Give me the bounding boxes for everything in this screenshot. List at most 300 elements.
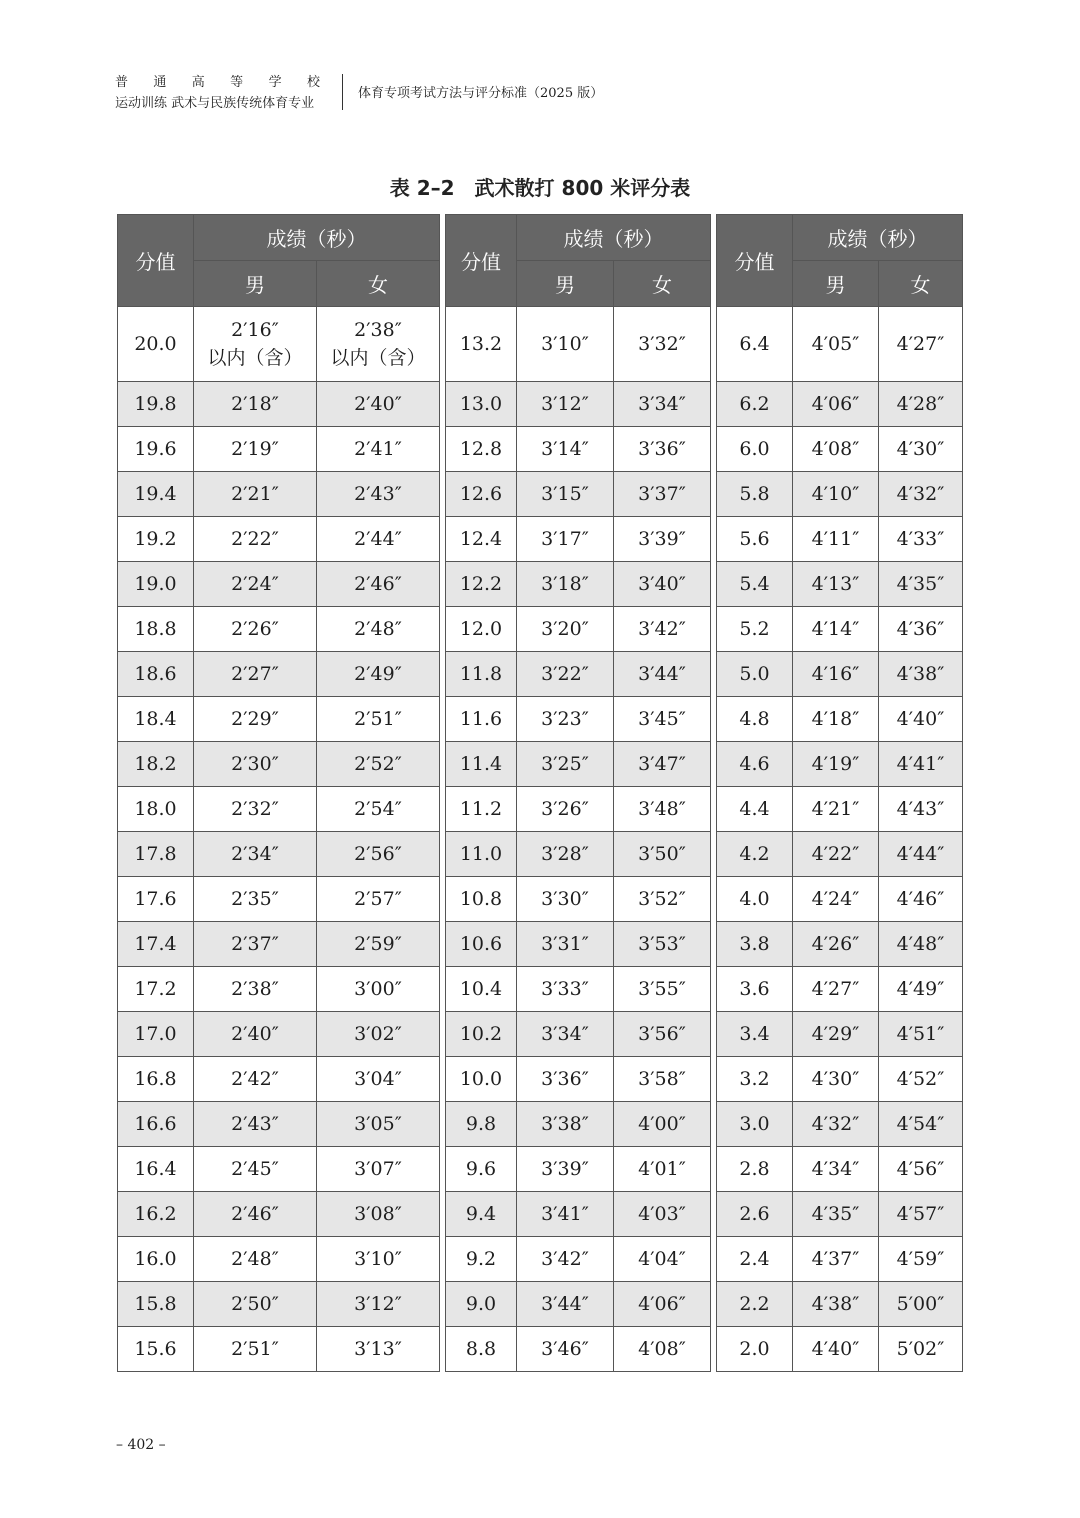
- female-time-cell: 4′01″: [614, 1147, 711, 1192]
- female-time-cell: 2′51″: [317, 697, 440, 742]
- header-female: 女: [879, 261, 963, 307]
- female-time-cell: 2′48″: [317, 607, 440, 652]
- male-time-cell: 3′22″: [517, 652, 614, 697]
- table-row: [717, 562, 963, 607]
- female-time-cell: 4′35″: [879, 562, 963, 607]
- female-time-cell: 4′27″: [879, 307, 963, 382]
- table-row: [118, 607, 440, 652]
- female-time-cell: 3′58″: [614, 1057, 711, 1102]
- table-row: [446, 1147, 711, 1192]
- female-time-cell: 2′40″: [317, 382, 440, 427]
- score-cell: 9.8: [446, 1102, 517, 1147]
- header-major-line: 运动训练 武术与民族传统体育专业: [115, 96, 315, 111]
- male-time-cell: 4′30″: [793, 1057, 879, 1102]
- score-cell: 12.6: [446, 472, 517, 517]
- male-time-cell: 3′36″: [517, 1057, 614, 1102]
- header-char: 普: [115, 75, 129, 90]
- header-male: 男: [194, 261, 317, 307]
- score-cell: 12.0: [446, 607, 517, 652]
- male-time-cell: 4′14″: [793, 607, 879, 652]
- female-time-cell: 4′44″: [879, 832, 963, 877]
- score-cell: 9.4: [446, 1192, 517, 1237]
- header-left: [115, 72, 325, 114]
- table-row: [717, 1147, 963, 1192]
- female-time-cell: 4′46″: [879, 877, 963, 922]
- male-time-cell: 3′30″: [517, 877, 614, 922]
- header-female: 女: [317, 261, 440, 307]
- female-time-cell: 4′36″: [879, 607, 963, 652]
- score-cell: 16.8: [118, 1057, 194, 1102]
- page-number: – 402 –: [116, 1437, 166, 1453]
- table-row: [118, 1102, 440, 1147]
- female-time-cell: 4′52″: [879, 1057, 963, 1102]
- female-time-cell: 3′53″: [614, 922, 711, 967]
- score-cell: 5.4: [717, 562, 793, 607]
- male-time-cell: 3′25″: [517, 742, 614, 787]
- score-cell: 19.0: [118, 562, 194, 607]
- table-row: [446, 1327, 711, 1372]
- table-row: [446, 697, 711, 742]
- male-time-cell: 2′46″: [194, 1192, 317, 1237]
- female-time-cell: 3′36″: [614, 427, 711, 472]
- table-row: [717, 832, 963, 877]
- score-cell: 4.2: [717, 832, 793, 877]
- score-cell: 9.2: [446, 1237, 517, 1282]
- table-row: [717, 1192, 963, 1237]
- table-row: [717, 922, 963, 967]
- header-char: 通: [153, 75, 167, 90]
- score-cell: 19.2: [118, 517, 194, 562]
- table-row: [717, 742, 963, 787]
- score-cell: 3.2: [717, 1057, 793, 1102]
- score-cell: 4.6: [717, 742, 793, 787]
- score-cell: 15.8: [118, 1282, 194, 1327]
- female-time-cell: 3′10″: [317, 1237, 440, 1282]
- male-time-cell: 4′38″: [793, 1282, 879, 1327]
- table-row: [446, 652, 711, 697]
- table-row: [118, 652, 440, 697]
- female-time-cell: 3′00″: [317, 967, 440, 1012]
- female-time-cell: 4′28″: [879, 382, 963, 427]
- female-time-cell: 2′46″: [317, 562, 440, 607]
- male-time-cell: 2′42″: [194, 1057, 317, 1102]
- table-row: [118, 1147, 440, 1192]
- male-time-cell: 2′38″: [194, 967, 317, 1012]
- male-time-cell: 2′48″: [194, 1237, 317, 1282]
- score-cell: 3.4: [717, 1012, 793, 1057]
- female-time-cell: 3′40″: [614, 562, 711, 607]
- score-cell: 17.4: [118, 922, 194, 967]
- score-cell: 5.0: [717, 652, 793, 697]
- female-time-cell: 2′57″: [317, 877, 440, 922]
- score-table-1: [117, 214, 440, 1372]
- table-row: [118, 832, 440, 877]
- table-row: [446, 1237, 711, 1282]
- table-row: [717, 607, 963, 652]
- table-row: [118, 472, 440, 517]
- score-cell: 13.0: [446, 382, 517, 427]
- table-row: [717, 382, 963, 427]
- female-time-cell: 4′00″: [614, 1102, 711, 1147]
- male-time-cell: 3′26″: [517, 787, 614, 832]
- female-time-cell: 3′13″: [317, 1327, 440, 1372]
- score-cell: 11.2: [446, 787, 517, 832]
- male-time-cell: 3′18″: [517, 562, 614, 607]
- table-row: [717, 472, 963, 517]
- male-time-cell: 4′19″: [793, 742, 879, 787]
- female-time-cell: 4′38″: [879, 652, 963, 697]
- male-time-cell: 4′16″: [793, 652, 879, 697]
- male-time-cell: 3′12″: [517, 382, 614, 427]
- header-male: 男: [517, 261, 614, 307]
- score-cell: 18.6: [118, 652, 194, 697]
- female-time-cell: 4′43″: [879, 787, 963, 832]
- female-time-cell: 2′41″: [317, 427, 440, 472]
- score-cell: 10.0: [446, 1057, 517, 1102]
- female-time-cell: 4′40″: [879, 697, 963, 742]
- male-time-cell: 3′33″: [517, 967, 614, 1012]
- male-time-cell: 2′16″ 以内（含）: [194, 307, 317, 382]
- score-cell: 17.8: [118, 832, 194, 877]
- female-time-cell: 4′57″: [879, 1192, 963, 1237]
- header-score: 分值: [717, 215, 793, 307]
- table-row: [717, 1057, 963, 1102]
- male-time-cell: 4′32″: [793, 1102, 879, 1147]
- male-time-cell: 4′13″: [793, 562, 879, 607]
- table-row: [446, 607, 711, 652]
- score-cell: 10.2: [446, 1012, 517, 1057]
- male-time-cell: 3′31″: [517, 922, 614, 967]
- score-cell: 20.0: [118, 307, 194, 382]
- female-time-cell: 4′54″: [879, 1102, 963, 1147]
- score-cell: 17.6: [118, 877, 194, 922]
- male-time-cell: 2′40″: [194, 1012, 317, 1057]
- female-time-cell: 2′44″: [317, 517, 440, 562]
- female-time-cell: 2′43″: [317, 472, 440, 517]
- female-time-cell: 5′02″: [879, 1327, 963, 1372]
- score-cell: 19.4: [118, 472, 194, 517]
- score-cell: 11.6: [446, 697, 517, 742]
- female-time-cell: 4′48″: [879, 922, 963, 967]
- table-row: [446, 967, 711, 1012]
- female-time-cell: 2′49″: [317, 652, 440, 697]
- female-time-cell: 2′59″: [317, 922, 440, 967]
- score-cell: 12.8: [446, 427, 517, 472]
- male-time-cell: 4′35″: [793, 1192, 879, 1237]
- header-char: 等: [230, 75, 244, 90]
- score-cell: 17.0: [118, 1012, 194, 1057]
- header-divider: [342, 74, 343, 110]
- score-cell: 5.2: [717, 607, 793, 652]
- female-time-cell: 4′56″: [879, 1147, 963, 1192]
- table-row: [118, 787, 440, 832]
- male-time-cell: 3′39″: [517, 1147, 614, 1192]
- male-time-cell: 2′24″: [194, 562, 317, 607]
- female-time-cell: 3′34″: [614, 382, 711, 427]
- male-time-cell: 3′17″: [517, 517, 614, 562]
- female-time-cell: 3′52″: [614, 877, 711, 922]
- score-cell: 9.0: [446, 1282, 517, 1327]
- score-cell: 8.8: [446, 1327, 517, 1372]
- table-row: [118, 382, 440, 427]
- table-row: [717, 652, 963, 697]
- table-row: [118, 967, 440, 1012]
- table-row: [446, 472, 711, 517]
- table-row: [446, 307, 711, 382]
- table-row: [446, 1102, 711, 1147]
- score-cell: 19.6: [118, 427, 194, 472]
- female-time-cell: 3′45″: [614, 697, 711, 742]
- table-row: [717, 967, 963, 1012]
- table-row: [446, 427, 711, 472]
- table-row: [717, 1327, 963, 1372]
- score-cell: 4.8: [717, 697, 793, 742]
- male-time-cell: 2′35″: [194, 877, 317, 922]
- score-cell: 12.2: [446, 562, 517, 607]
- header-male: 男: [793, 261, 879, 307]
- female-time-cell: 3′02″: [317, 1012, 440, 1057]
- female-time-cell: 4′30″: [879, 427, 963, 472]
- male-time-cell: 3′44″: [517, 1282, 614, 1327]
- score-cell: 12.4: [446, 517, 517, 562]
- male-time-cell: 4′34″: [793, 1147, 879, 1192]
- score-cell: 16.2: [118, 1192, 194, 1237]
- score-cell: 15.6: [118, 1327, 194, 1372]
- score-cell: 5.6: [717, 517, 793, 562]
- table-row: [118, 517, 440, 562]
- header-book-title: 体育专项考试方法与评分标准（2025 版）: [358, 86, 604, 101]
- table-row: [717, 517, 963, 562]
- score-cell: 2.4: [717, 1237, 793, 1282]
- table-row: [118, 1282, 440, 1327]
- male-time-cell: 4′37″: [793, 1237, 879, 1282]
- score-cell: 2.0: [717, 1327, 793, 1372]
- table-row: [717, 1237, 963, 1282]
- male-time-cell: 4′40″: [793, 1327, 879, 1372]
- male-time-cell: 4′27″: [793, 967, 879, 1012]
- table-row: [118, 1237, 440, 1282]
- score-cell: 18.0: [118, 787, 194, 832]
- score-table-3: [716, 214, 963, 1372]
- header-result: 成绩（秒）: [194, 215, 440, 261]
- score-cell: 2.2: [717, 1282, 793, 1327]
- score-cell: 6.0: [717, 427, 793, 472]
- male-time-cell: 3′10″: [517, 307, 614, 382]
- female-time-cell: 3′44″: [614, 652, 711, 697]
- score-cell: 11.4: [446, 742, 517, 787]
- header-result: 成绩（秒）: [517, 215, 711, 261]
- table-row: [717, 787, 963, 832]
- table-row: [118, 697, 440, 742]
- female-time-cell: 4′59″: [879, 1237, 963, 1282]
- male-time-cell: 2′34″: [194, 832, 317, 877]
- female-time-cell: 3′05″: [317, 1102, 440, 1147]
- score-cell: 10.6: [446, 922, 517, 967]
- table-row: [717, 427, 963, 472]
- female-time-cell: 2′54″: [317, 787, 440, 832]
- male-time-cell: 4′08″: [793, 427, 879, 472]
- table-row: [446, 1192, 711, 1237]
- score-cell: 3.0: [717, 1102, 793, 1147]
- female-time-cell: 3′08″: [317, 1192, 440, 1237]
- score-cell: 19.8: [118, 382, 194, 427]
- score-cell: 10.8: [446, 877, 517, 922]
- score-cell: 5.8: [717, 472, 793, 517]
- table-row: [118, 562, 440, 607]
- table-row: [446, 517, 711, 562]
- table-row: [446, 1012, 711, 1057]
- male-time-cell: 3′20″: [517, 607, 614, 652]
- female-time-cell: 3′32″: [614, 307, 711, 382]
- male-time-cell: 3′14″: [517, 427, 614, 472]
- table-row: [717, 1102, 963, 1147]
- header-school-line: [115, 72, 320, 93]
- female-time-cell: 4′08″: [614, 1327, 711, 1372]
- table-row: [446, 1057, 711, 1102]
- score-cell: 10.4: [446, 967, 517, 1012]
- male-time-cell: 3′15″: [517, 472, 614, 517]
- female-time-cell: 3′47″: [614, 742, 711, 787]
- female-time-cell: 4′49″: [879, 967, 963, 1012]
- score-cell: 11.8: [446, 652, 517, 697]
- male-time-cell: 2′32″: [194, 787, 317, 832]
- score-cell: 2.6: [717, 1192, 793, 1237]
- score-cell: 6.2: [717, 382, 793, 427]
- female-time-cell: 3′39″: [614, 517, 711, 562]
- table-row: [446, 877, 711, 922]
- table-row: [118, 1192, 440, 1237]
- table-row: [446, 1282, 711, 1327]
- header-score: 分值: [118, 215, 194, 307]
- table-row: [717, 307, 963, 382]
- male-time-cell: 2′26″: [194, 607, 317, 652]
- male-time-cell: 3′38″: [517, 1102, 614, 1147]
- table-row: [118, 1327, 440, 1372]
- table-row: [717, 1012, 963, 1057]
- table-row: [118, 427, 440, 472]
- score-cell: 16.4: [118, 1147, 194, 1192]
- female-time-cell: 3′12″: [317, 1282, 440, 1327]
- score-cell: 16.6: [118, 1102, 194, 1147]
- header-char: 高: [191, 75, 205, 90]
- male-time-cell: 3′42″: [517, 1237, 614, 1282]
- score-cell: 17.2: [118, 967, 194, 1012]
- header-char: 学: [268, 75, 282, 90]
- female-time-cell: 4′04″: [614, 1237, 711, 1282]
- female-time-cell: 4′32″: [879, 472, 963, 517]
- female-time-cell: 3′04″: [317, 1057, 440, 1102]
- header-char: 校: [306, 75, 320, 90]
- table-row: [118, 1057, 440, 1102]
- header-female: 女: [614, 261, 711, 307]
- score-cell: 2.8: [717, 1147, 793, 1192]
- table-row: [118, 922, 440, 967]
- score-cell: 3.6: [717, 967, 793, 1012]
- male-time-cell: 2′22″: [194, 517, 317, 562]
- score-cell: 18.8: [118, 607, 194, 652]
- table-row: [717, 1282, 963, 1327]
- female-time-cell: 3′50″: [614, 832, 711, 877]
- table-row: [446, 922, 711, 967]
- table-row: [717, 877, 963, 922]
- score-table-2: [445, 214, 711, 1372]
- male-time-cell: 3′28″: [517, 832, 614, 877]
- table-row: [446, 787, 711, 832]
- male-time-cell: 2′30″: [194, 742, 317, 787]
- male-time-cell: 2′45″: [194, 1147, 317, 1192]
- male-time-cell: 2′19″: [194, 427, 317, 472]
- male-time-cell: 4′24″: [793, 877, 879, 922]
- female-time-cell: 3′48″: [614, 787, 711, 832]
- score-cell: 6.4: [717, 307, 793, 382]
- male-time-cell: 4′05″: [793, 307, 879, 382]
- male-time-cell: 3′46″: [517, 1327, 614, 1372]
- male-time-cell: 3′23″: [517, 697, 614, 742]
- male-time-cell: 2′37″: [194, 922, 317, 967]
- male-time-cell: 4′29″: [793, 1012, 879, 1057]
- male-time-cell: 2′43″: [194, 1102, 317, 1147]
- male-time-cell: 4′11″: [793, 517, 879, 562]
- female-time-cell: 3′42″: [614, 607, 711, 652]
- male-time-cell: 2′50″: [194, 1282, 317, 1327]
- female-time-cell: 3′56″: [614, 1012, 711, 1057]
- female-time-cell: 2′38″ 以内（含）: [317, 307, 440, 382]
- header-score: 分值: [446, 215, 517, 307]
- female-time-cell: 2′56″: [317, 832, 440, 877]
- table-row: [717, 697, 963, 742]
- female-time-cell: 2′52″: [317, 742, 440, 787]
- table-row: [118, 742, 440, 787]
- male-time-cell: 2′27″: [194, 652, 317, 697]
- male-time-cell: 3′41″: [517, 1192, 614, 1237]
- score-cell: 16.0: [118, 1237, 194, 1282]
- table-row: [118, 307, 440, 382]
- score-cell: 4.0: [717, 877, 793, 922]
- male-time-cell: 2′21″: [194, 472, 317, 517]
- table-row: [446, 562, 711, 607]
- header-result: 成绩（秒）: [793, 215, 963, 261]
- female-time-cell: 4′41″: [879, 742, 963, 787]
- female-time-cell: 3′37″: [614, 472, 711, 517]
- male-time-cell: 4′26″: [793, 922, 879, 967]
- table-row: [446, 832, 711, 877]
- score-cell: 4.4: [717, 787, 793, 832]
- score-cell: 18.2: [118, 742, 194, 787]
- score-cell: 11.0: [446, 832, 517, 877]
- male-time-cell: 4′06″: [793, 382, 879, 427]
- score-cell: 18.4: [118, 697, 194, 742]
- male-time-cell: 2′18″: [194, 382, 317, 427]
- table-row: [446, 742, 711, 787]
- male-time-cell: 3′34″: [517, 1012, 614, 1057]
- female-time-cell: 3′55″: [614, 967, 711, 1012]
- male-time-cell: 4′10″: [793, 472, 879, 517]
- score-cell: 3.8: [717, 922, 793, 967]
- score-cell: 13.2: [446, 307, 517, 382]
- female-time-cell: 4′33″: [879, 517, 963, 562]
- table-row: [446, 382, 711, 427]
- male-time-cell: 4′18″: [793, 697, 879, 742]
- female-time-cell: 3′07″: [317, 1147, 440, 1192]
- male-time-cell: 2′51″: [194, 1327, 317, 1372]
- table-row: [118, 877, 440, 922]
- female-time-cell: 4′03″: [614, 1192, 711, 1237]
- male-time-cell: 2′29″: [194, 697, 317, 742]
- female-time-cell: 4′06″: [614, 1282, 711, 1327]
- female-time-cell: 5′00″: [879, 1282, 963, 1327]
- table-row: [118, 1012, 440, 1057]
- male-time-cell: 4′22″: [793, 832, 879, 877]
